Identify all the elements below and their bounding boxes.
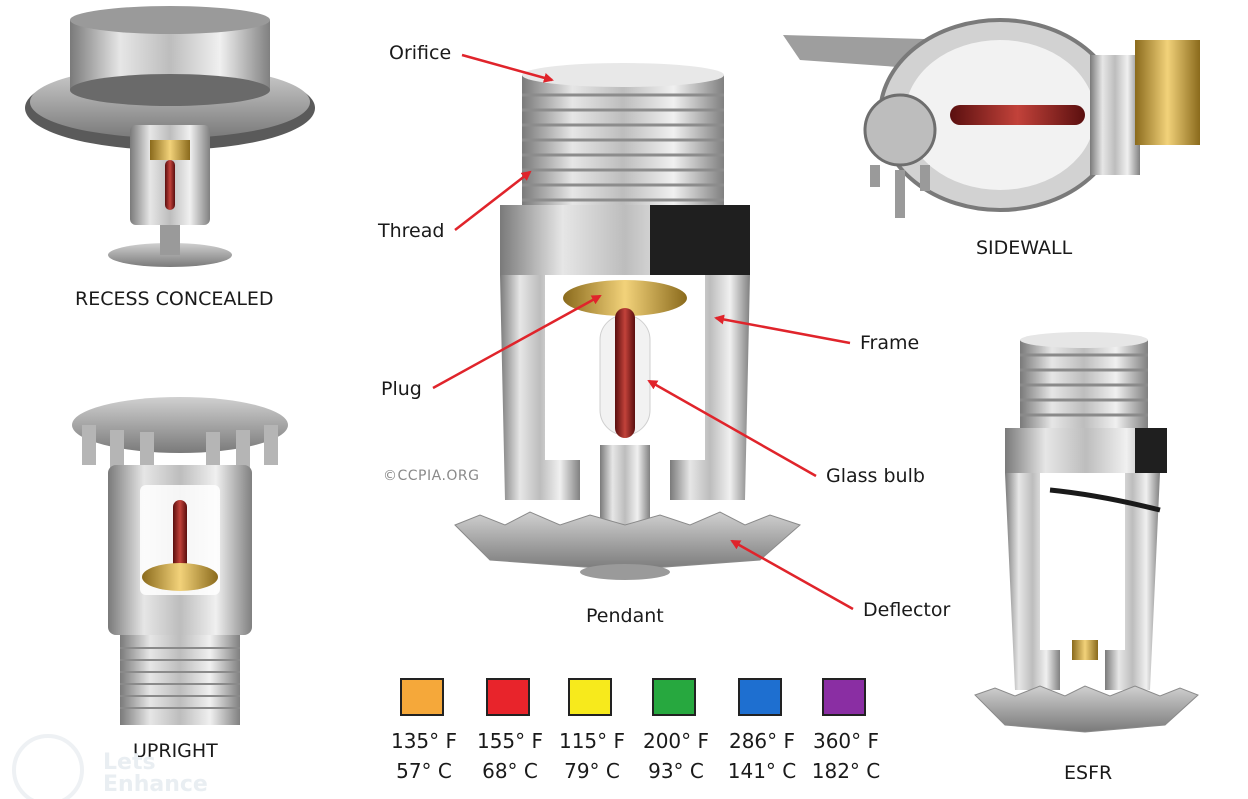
pendant-sprinkler xyxy=(455,63,800,580)
temp-celsius: 182° C xyxy=(811,759,881,783)
caption-recess-concealed: RECESS CONCEALED xyxy=(75,288,274,310)
temp-fahrenheit: 115° F xyxy=(558,729,626,753)
temp-fahrenheit: 200° F xyxy=(642,729,710,753)
temp-celsius: 68° C xyxy=(482,759,538,783)
recess-concealed-sprinkler xyxy=(25,6,315,267)
temp-fahrenheit: 360° F xyxy=(812,729,880,753)
temp-celsius: 57° C xyxy=(396,759,452,783)
temp-rating-orange xyxy=(374,726,474,786)
swatch-red xyxy=(486,678,530,716)
arrow-deflector xyxy=(732,541,853,609)
swatch-blue xyxy=(738,678,782,716)
temp-fahrenheit: 286° F xyxy=(728,729,796,753)
caption-esfr: ESFR xyxy=(1064,762,1113,784)
swatch-purple xyxy=(822,678,866,716)
caption-sidewall: SIDEWALL xyxy=(976,237,1073,259)
upright-sprinkler xyxy=(72,397,288,725)
faint-logo-text-2: Enhance xyxy=(103,772,208,797)
label-thread: Thread xyxy=(378,220,445,242)
swatch-orange xyxy=(400,678,444,716)
label-deflector: Deflector xyxy=(863,599,951,621)
label-glass-bulb: Glass bulb xyxy=(826,465,925,487)
temp-celsius: 79° C xyxy=(564,759,620,783)
label-orifice: Orifice xyxy=(389,42,452,64)
caption-upright: UPRIGHT xyxy=(133,740,218,762)
arrow-orifice xyxy=(462,55,552,80)
temp-rating-green xyxy=(626,726,726,786)
esfr-sprinkler xyxy=(975,332,1198,732)
swatch-green xyxy=(652,678,696,716)
temp-celsius: 93° C xyxy=(648,759,704,783)
swatch-yellow xyxy=(568,678,612,716)
temp-rating-purple xyxy=(796,726,896,786)
temp-fahrenheit: 135° F xyxy=(390,729,458,753)
temp-celsius: 141° C xyxy=(727,759,797,783)
label-frame: Frame xyxy=(860,332,920,354)
watermark-text: ©CCPIA.ORG xyxy=(383,468,480,484)
faint-logo-text-1: Lets xyxy=(103,750,156,775)
faint-logo-icon xyxy=(14,736,82,799)
caption-pendant: Pendant xyxy=(586,605,664,627)
label-plug: Plug xyxy=(381,378,422,400)
sidewall-sprinkler xyxy=(783,20,1200,218)
temp-fahrenheit: 155° F xyxy=(476,729,544,753)
